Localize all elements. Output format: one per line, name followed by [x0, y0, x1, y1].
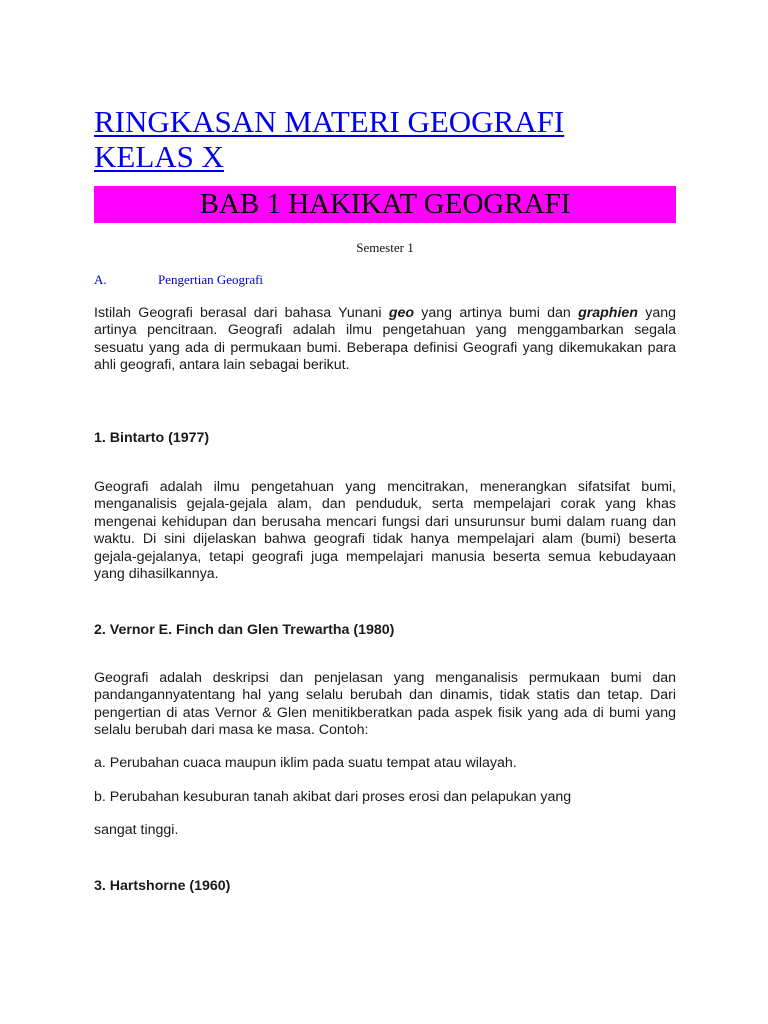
example-a: a. Perubahan cuaca maupun iklim pada suatu tempat atau wilayah.	[94, 755, 517, 771]
chapter-title: BAB 1 HAKIKAT GEOGRAFI	[199, 188, 571, 220]
example-b-continued: sangat tinggi.	[94, 822, 179, 838]
example-b: b. Perubahan kesuburan tanah akibat dari proses erosi dan pelapukan yang	[94, 789, 572, 805]
document-title[interactable]	[94, 104, 654, 174]
expert-text-finch-trewartha: Geografi adalah deskripsi dan penjelasan yang menganalisis permukaan bumi dan pandangannyatentang hal yang selalu berubah dan dinamis, tidak statis dan tetap. Dari pengertian di atas Vernor & Glen menitikberatkan pada aspek fisik yang ada di bumi yang selalu berubah dari masa ke masa. Contoh:	[94, 670, 676, 739]
term-graphien: graphien	[578, 305, 638, 321]
document-title-line-1[interactable]: RINGKASAN MATERI GEOGRAFI	[94, 104, 565, 139]
expert-heading-finch-trewartha: 2. Vernor E. Finch dan Glen Trewartha (1980)	[94, 622, 395, 638]
section-letter: A.	[94, 272, 107, 287]
chapter-banner	[94, 186, 676, 223]
expert-heading-bintarto: 1. Bintarto (1977)	[94, 430, 210, 446]
semester-label: Semester 1	[356, 240, 414, 255]
intro-text-3: yang artinya pencitraan. Geografi adalah ilmu pengetahuan yang menggambarkan segala sesuatu yang ada di permukaan bumi. Beberapa definisi Geografi yang dikemukakan para ahli geografi, antara lain sebagai berikut.	[94, 305, 676, 374]
term-geo: geo	[388, 305, 415, 321]
section-heading-a	[94, 272, 263, 288]
intro-text-1: Istilah Geografi berasal dari bahasa Yunani	[94, 305, 389, 321]
intro-text-2: yang artinya bumi dan	[414, 305, 579, 321]
expert-text-bintarto: Geografi adalah ilmu pengetahuan yang mencitrakan, menerangkan sifatsifat bumi, menganalisis gejala-gejala alam, dan penduduk, serta mempelajari corak yang khas mengenai kehidupan dan berusaha mencari fungsi dari unsurunsur bumi dalam ruang dan waktu. Di sini dijelaskan bahwa geografi tidak hanya mempelajari alam (bumi) beserta gejala-gejalanya, tetapi geografi juga mempelajari manusia beserta semua kebudayaan yang dihasilkannya.	[94, 479, 676, 583]
intro-paragraph	[94, 305, 676, 375]
section-label: Pengertian Geografi	[158, 272, 264, 287]
document-title-line-2[interactable]: KELAS X	[94, 139, 225, 174]
expert-heading-hartshorne: 3. Hartshorne (1960)	[94, 878, 231, 894]
